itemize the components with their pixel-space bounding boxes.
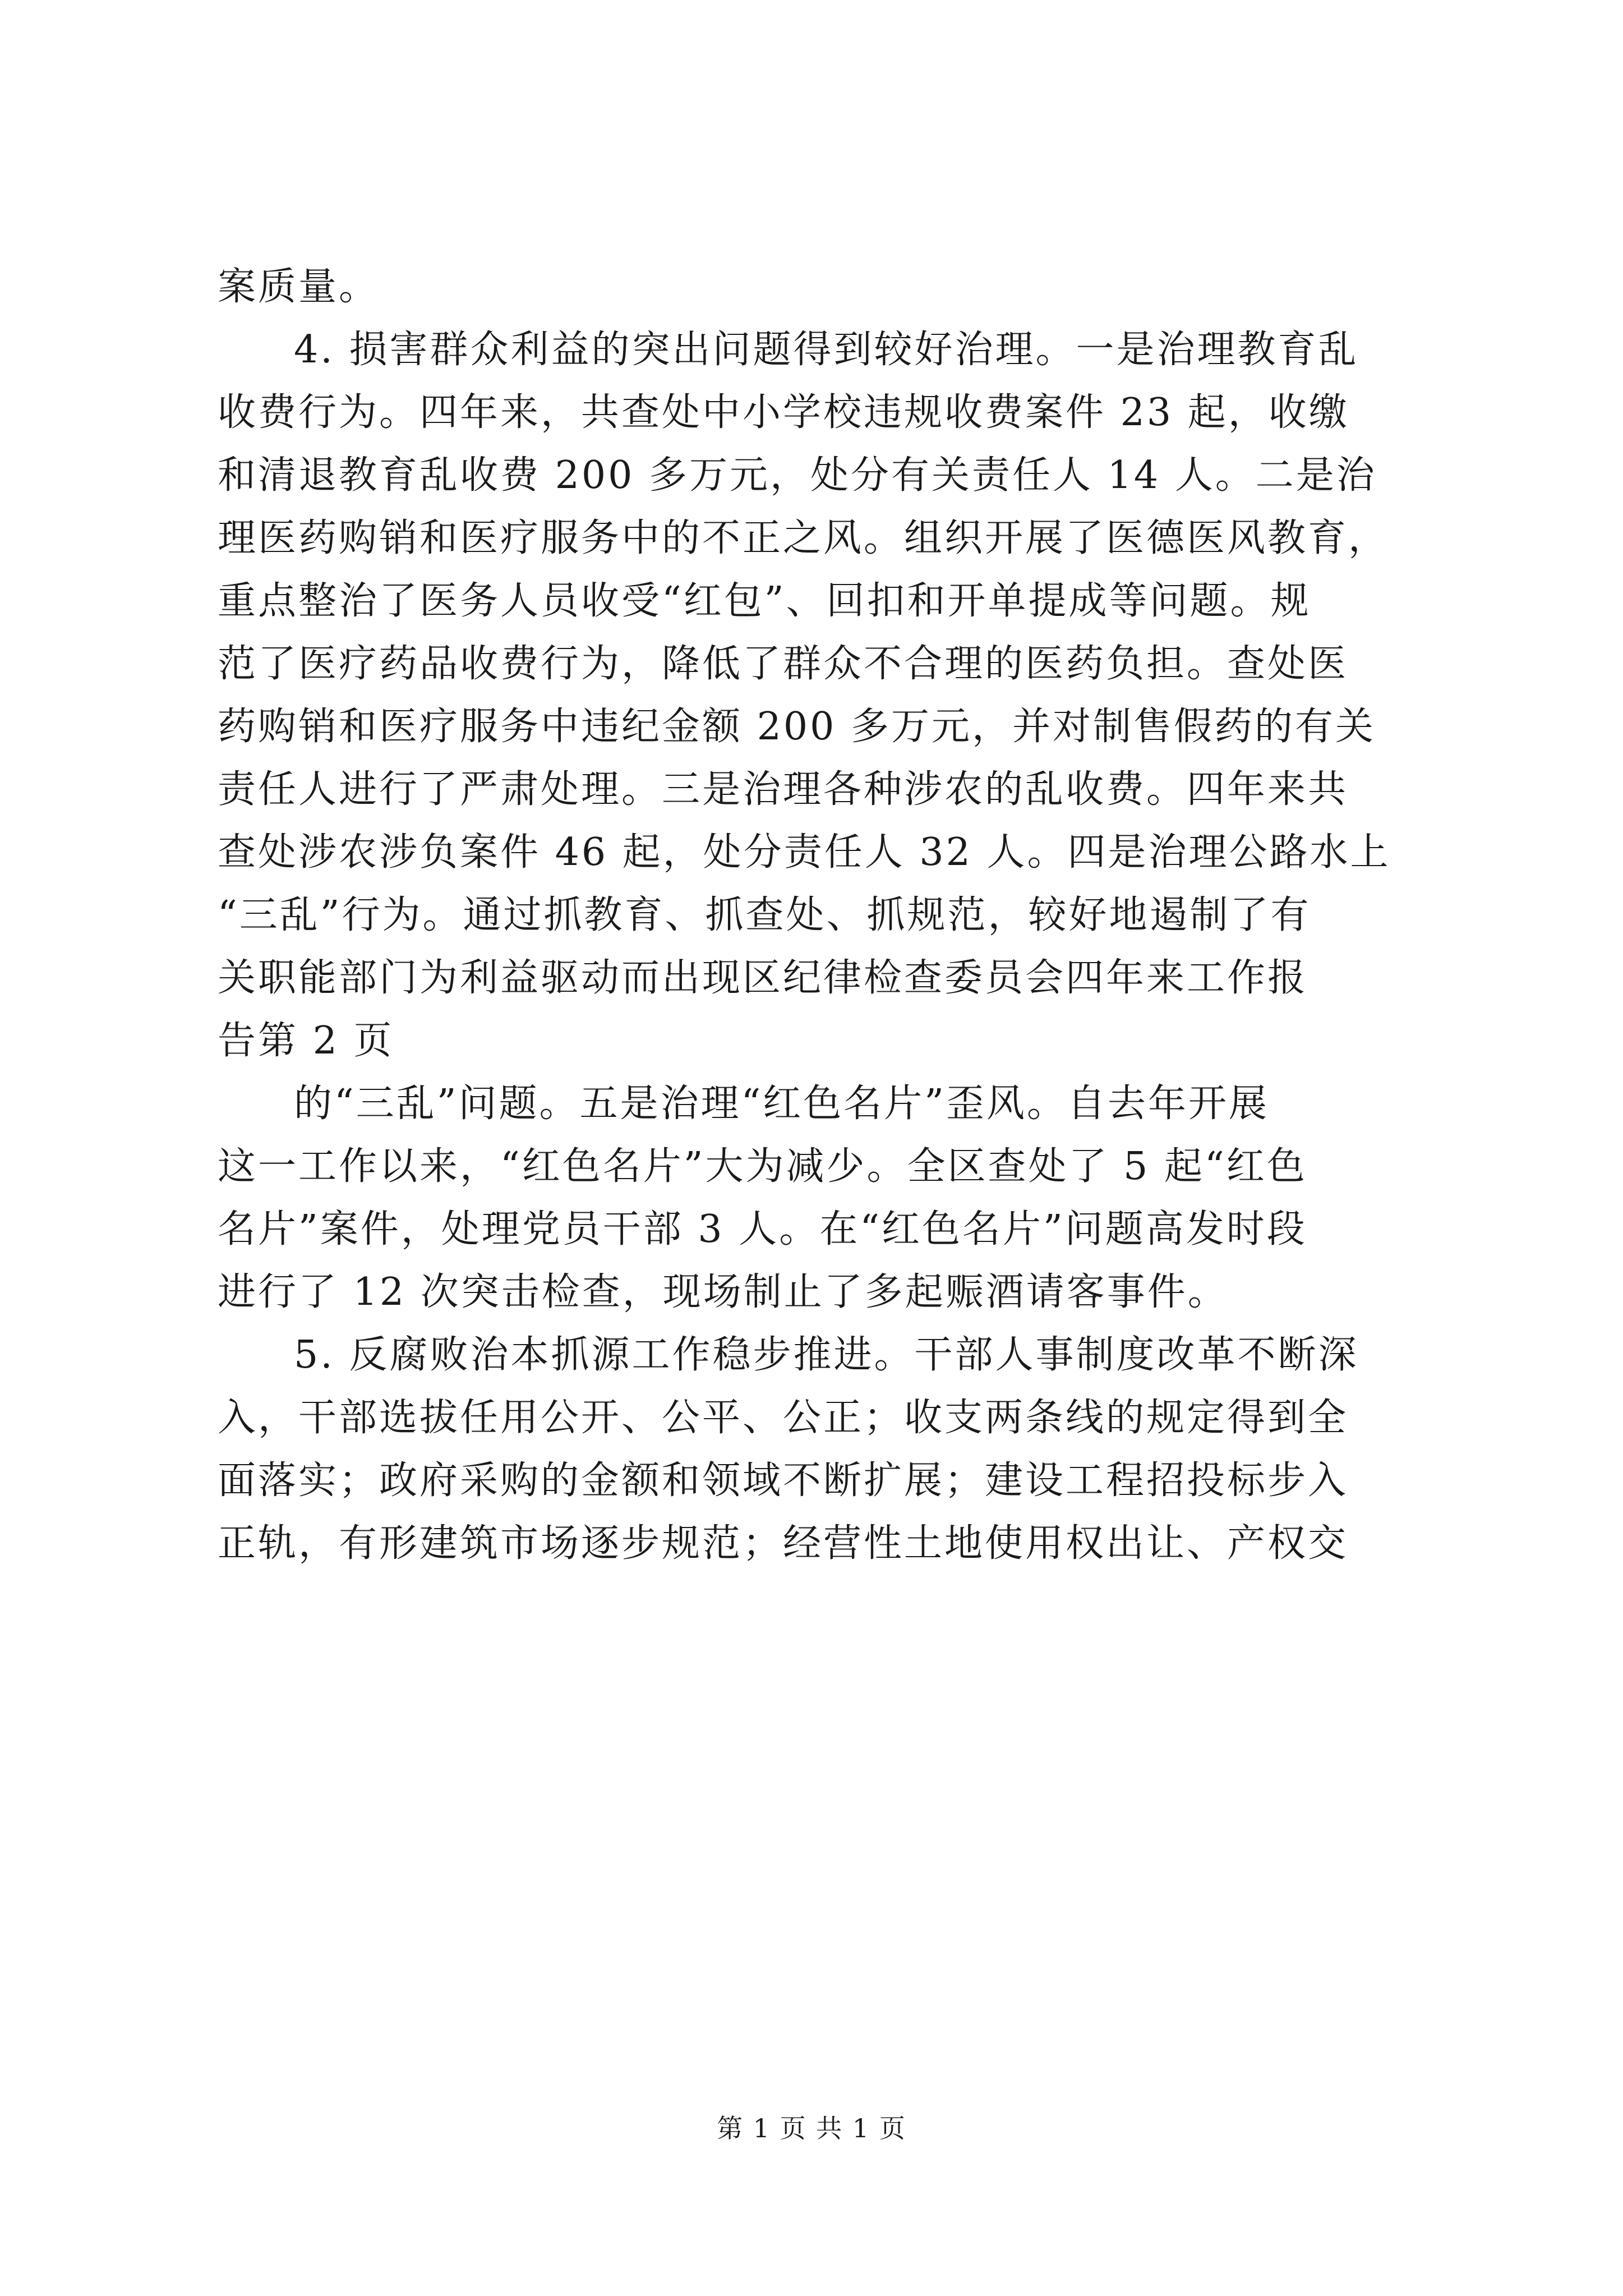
- text-line: 责任人进行了严肃处理。三是治理各种涉农的乱收费。四年来共: [218, 767, 1349, 812]
- paragraph-start-line: 4. 损害群众利益的突出问题得到较好治理。一是治理教育乱: [294, 328, 1359, 372]
- document-body: [218, 256, 1405, 1575]
- paragraph-start-line: 5. 反腐败治本抓源工作稳步推进。干部人事制度改革不断深: [294, 1333, 1359, 1377]
- text-line: 药购销和医疗服务中违纪金额 200 多万元，并对制售假药的有关: [218, 705, 1376, 749]
- text-line: “三乱”行为。通过抓教育、抓查处、抓规范，较好地遏制了有: [218, 893, 1311, 937]
- text-line: 告第 2 页: [218, 1019, 394, 1063]
- text-line: 面落实；政府采购的金额和领域不断扩展；建设工程招投标步入: [218, 1458, 1349, 1503]
- text-line: 查处涉农涉负案件 46 起，处分责任人 32 人。四是治理公路水上: [218, 830, 1391, 875]
- text-line: 关职能部门为利益驱动而出现区纪律检查委员会四年来工作报: [218, 956, 1308, 1000]
- text-line: 入，干部选拔任用公开、公平、公正；收支两条线的规定得到全: [218, 1396, 1349, 1440]
- text-line: 这一工作以来，“红色名片”大为减少。全区查处了 5 起“红色: [218, 1144, 1307, 1189]
- text-line: 案质量。: [218, 265, 380, 309]
- text-line: 重点整治了医务人员收受“红包”、回扣和开单提成等问题。规: [218, 579, 1311, 623]
- paragraph-start-line: 的“三乱”问题。五是治理“红色名片”歪风。自去年开展: [294, 1082, 1270, 1126]
- page-footer: 第 1 页 共 1 页: [717, 2113, 906, 2143]
- text-line: 进行了 12 次突击检查，现场制止了多起赈酒请客事件。: [218, 1270, 1228, 1314]
- text-line: 理医药购销和医疗服务中的不正之风。组织开展了医德医风教育，: [218, 516, 1389, 560]
- text-line: 正轨，有形建筑市场逐步规范；经营性土地使用权出让、产权交: [218, 1521, 1349, 1566]
- text-line: 收费行为。四年来，共查处中小学校违规收费案件 23 起，收缴: [218, 390, 1349, 435]
- text-line: 名片”案件，处理党员干部 3 人。在“红色名片”问题高发时段: [218, 1207, 1307, 1251]
- text-line: 范了医疗药品收费行为，降低了群众不合理的医药负担。查处医: [218, 642, 1349, 686]
- text-line: 和清退教育乱收费 200 多万元，处分有关责任人 14 人。二是治: [218, 453, 1377, 498]
